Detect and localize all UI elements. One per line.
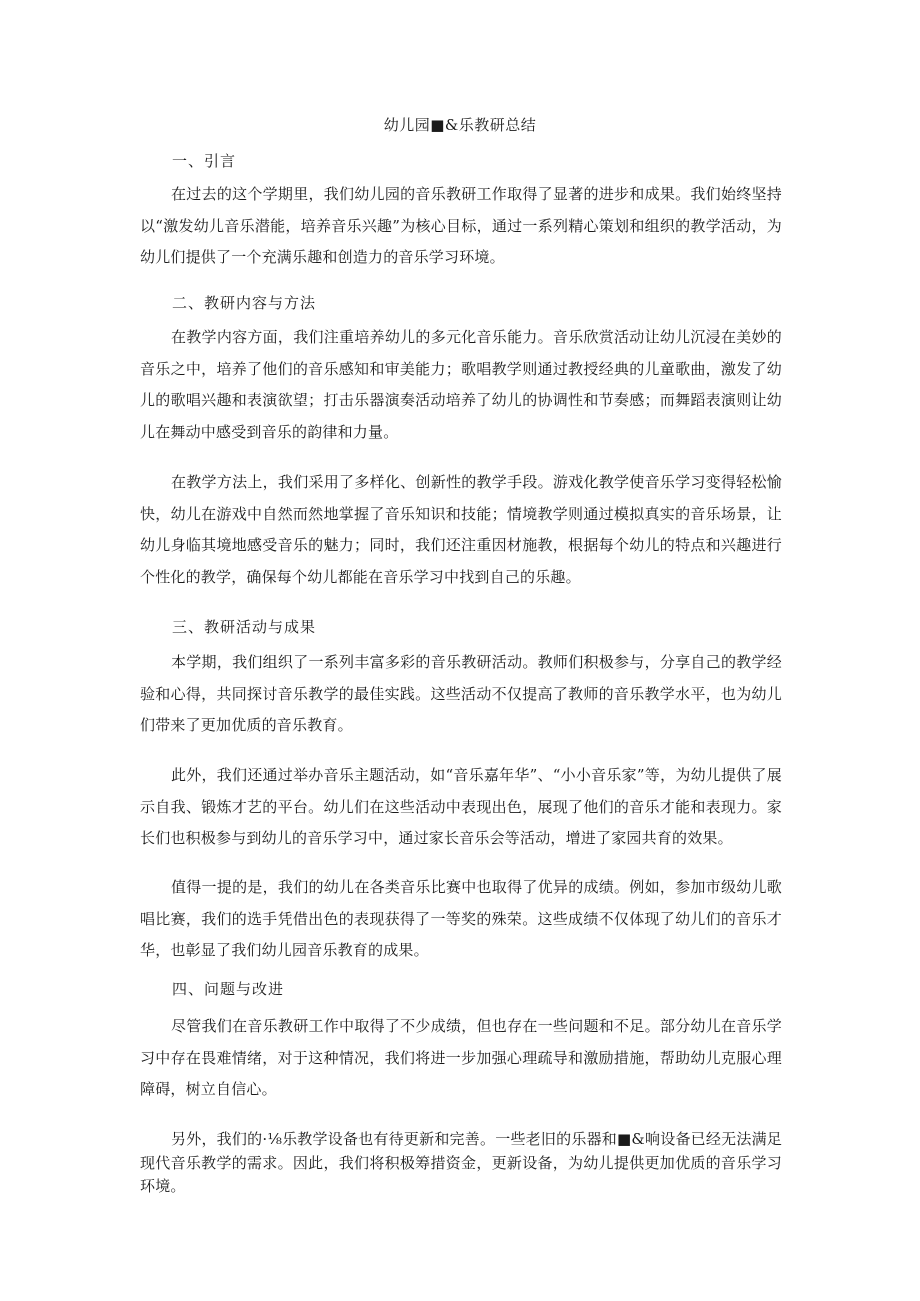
section-heading-intro: 一、引言 [172,152,237,170]
section-heading-activities: 三、教研活动与成果 [172,618,317,636]
paragraph-themed-events: 此外，我们还通过举办音乐主题活动，如“音乐嘉年华”、“小小音乐家”等，为幼儿提供了展示自我、锻炼才艺的平台。幼儿们在这些活动中表现出色，展现了他们的音乐才能和表现力。家长们也积极参与到幼儿的音乐学习中，通过家长音乐会等活动，增进了家园共育的效果。 [140,766,782,847]
section-heading-content-methods: 二、教研内容与方法 [172,294,317,312]
document-title: 幼儿园■&乐教研总结 [383,116,537,134]
paragraph-content: 在教学内容方面，我们注重培养幼儿的多元化音乐能力。音乐欣赏活动让幼儿沉浸在美妙的音乐之中，培养了他们的音乐感知和审美能力；歌唱教学则通过教授经典的儿童歌曲，激发了幼儿的歌唱兴趣和表演欲望；打击乐器演奏活动培养了幼儿的协调性和节奏感；而舞蹈表演则让幼儿在舞动中感受到音乐的韵律和力量。 [140,328,782,441]
section-heading-issues: 四、问题与改进 [172,980,285,998]
paragraph-issues: 尽管我们在音乐教研工作中取得了不少成绩，但也存在一些问题和不足。部分幼儿在音乐学习中存在畏难情绪，对于这种情况，我们将进一步加强心理疏导和激励措施，帮助幼儿克服心理障碍，树立自信心。 [140,1017,782,1098]
paragraph-intro: 在过去的这个学期里，我们幼儿园的音乐教研工作取得了显著的进步和成果。我们始终坚持以“激发幼儿音乐潜能，培养音乐兴趣”为核心目标，通过一系列精心策划和组织的教学活动，为幼儿们提供了一个充满乐趣和创造力的音乐学习环境。 [140,185,782,266]
paragraph-methods: 在教学方法上，我们采用了多样化、创新性的教学手段。游戏化教学使音乐学习变得轻松愉快，幼儿在游戏中自然而然地掌握了音乐知识和技能；情境教学则通过模拟真实的音乐场景，让幼儿身临其境地感受音乐的魅力；同时，我们还注重因材施教，根据每个幼儿的特点和兴趣进行个性化的教学，确保每个幼儿都能在音乐学习中找到自己的乐趣。 [140,473,782,586]
paragraph-achievements: 值得一提的是，我们的幼儿在各类音乐比赛中也取得了优异的成绩。例如，参加市级幼儿歌唱比赛，我们的选手凭借出色的表现获得了一等奖的殊荣。这些成绩不仅体现了幼儿们的音乐才华，也彰显了我们幼儿园音乐教育的成果。 [140,878,782,959]
paragraph-equipment: 另外，我们的·⅛乐教学设备也有待更新和完善。一些老旧的乐器和■&响设备已经无法满足现代音乐教学的需求。因此，我们将积极筹措资金，更新设备，为幼儿提供更加优质的音乐学习环境。 [140,1130,782,1195]
paragraph-activities: 本学期，我们组织了一系列丰富多彩的音乐教研活动。教师们积极参与，分享自己的教学经验和心得，共同探讨音乐教学的最佳实践。这些活动不仅提高了教师的音乐教学水平，也为幼儿们带来了更加优质的音乐教育。 [140,653,782,734]
